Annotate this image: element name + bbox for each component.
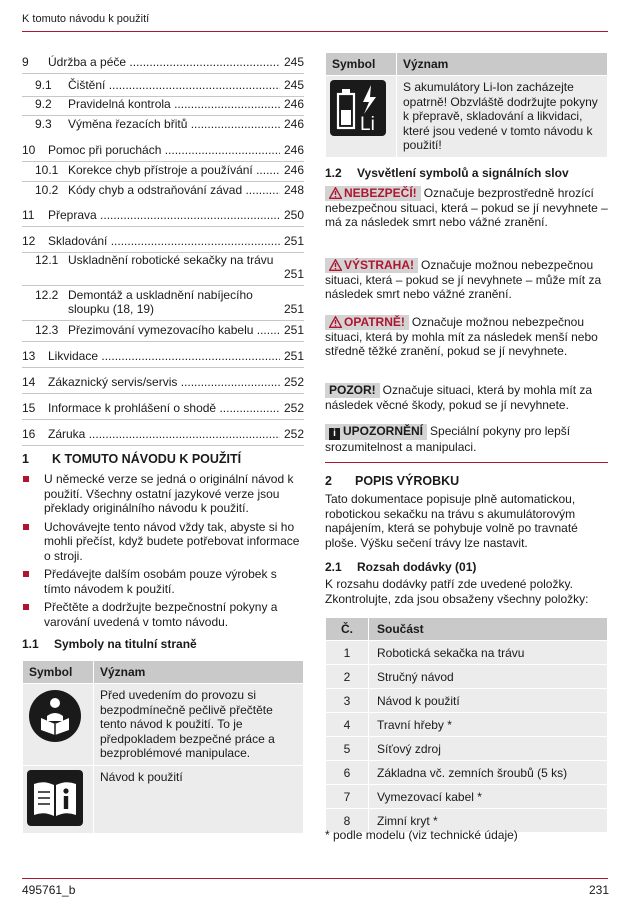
warning-triangle-icon (329, 187, 342, 199)
toc-title: Informace k prohlášení o shodě ..... (48, 401, 280, 415)
toc-title: Přezimování vymezovacího kabelu ..... (68, 323, 280, 337)
signal-word-block (325, 258, 608, 302)
table-row (326, 665, 608, 689)
toc-divider (22, 445, 304, 446)
warning-triangle-icon (329, 316, 342, 328)
symbol-meaning: S akumulátory Li-Ion zacházejte opatrně! Obzvláště dodržujte pokyny k přepravě, skladování a likvidaci, které jsou vedené v tomto návodu k použití! (397, 76, 608, 158)
toc-number: 12.3 (35, 323, 59, 337)
toc-divider (22, 393, 304, 394)
table-row (326, 641, 608, 665)
toc-page: 245 (283, 78, 304, 92)
part-name: Síťový zdroj (369, 737, 608, 761)
toc-number: 11 (22, 208, 35, 222)
list-item: Uchovávejte tento návod vždy tak, abyste si ho mohli přečíst, když budete potřebovat informace o stroji. (22, 520, 304, 564)
signal-tag (325, 424, 427, 440)
toc-number: 15 (22, 401, 36, 415)
toc-title: Skladování ..... (48, 234, 280, 248)
signal-word: VÝSTRAHA! (344, 258, 415, 272)
read-manual-icon (23, 684, 94, 766)
page-header: K tomuto návodu k použití (22, 13, 150, 25)
toc-number: 10.1 (35, 163, 59, 177)
toc-title: Uskladnění robotické sekačky na trávu (68, 253, 274, 267)
col-symbol: Symbol (23, 661, 94, 684)
toc-page: 251 (283, 234, 304, 248)
section-1-heading: 1 K TOMUTO NÁVODU K POUŽITÍ (22, 452, 242, 466)
toc-page: 252 (283, 375, 304, 389)
delivery-scope-table (325, 617, 608, 833)
toc-title: Demontáž a uskladnění nabíjecího sloupku (18, 19) (68, 288, 253, 316)
signal-word-block (325, 186, 608, 230)
toc-number: 10.2 (35, 183, 59, 197)
signal-word: OPATRNĚ! (344, 315, 405, 329)
part-number: 5 (326, 737, 369, 761)
signal-word: POZOR! (329, 383, 376, 397)
toc-divider (22, 115, 304, 116)
section-1-bullets (22, 472, 304, 633)
toc-page: 248 (283, 183, 304, 197)
part-name: Stručný návod (369, 665, 608, 689)
toc-title: Výměna řezacích břitů ..... (68, 117, 280, 131)
toc-page: 251 (283, 349, 304, 363)
col-number: Č. (326, 618, 369, 641)
li-ion-battery-icon (326, 76, 397, 158)
toc-number: 12.2 (35, 288, 59, 302)
toc-number: 10 (22, 143, 36, 157)
section-1-1-heading: 1.1 Symboly na titulní straně (22, 637, 197, 651)
section-2-1-text: K rozsahu dodávky patří zde uvedené položky. Zkontrolujte, zda jsou obsaženy všechny položky: (325, 577, 589, 606)
title-symbols-table (22, 660, 304, 834)
toc-title: Čištění ..... (68, 78, 280, 92)
signal-word-block (325, 424, 608, 455)
toc-title: Pravidelná kontrola ..... (68, 97, 280, 111)
manual-info-icon (23, 765, 94, 834)
table-row (326, 76, 608, 158)
footnote: * podle modelu (viz technické údaje) (325, 828, 518, 842)
table-row (326, 713, 608, 737)
signal-text: Označuje možnou nebezpečnou situaci, která – pokud se jí nevyhnete – může mít za následek smrt nebo vážné zranění. (325, 258, 602, 301)
toc-number: 13 (22, 349, 36, 363)
section-2-1-heading: 2.1 Rozsah dodávky (01) (325, 560, 477, 574)
part-number: 7 (326, 785, 369, 809)
toc-number: 14 (22, 375, 36, 389)
toc-title: Korekce chyb přístroje a používání ..... (68, 163, 280, 177)
toc-title: Záruka ..... (48, 427, 280, 441)
part-name: Návod k použití (369, 689, 608, 713)
toc-title: Likvidace ..... (48, 349, 280, 363)
table-row (326, 737, 608, 761)
toc-divider (22, 73, 304, 74)
signal-tag (325, 186, 421, 201)
toc-number: 9 (22, 55, 29, 69)
part-number: 1 (326, 641, 369, 665)
symbol-meaning: Před uvedením do provozu si bezpodmínečně pečlivě přečtěte tento návod k použití. To je předpokladem bezpečné práce a bezproblémové manipulace. (94, 684, 304, 766)
section-2-text: Tato dokumentace popisuje plně automatickou, robotickou sekačku na trávu s akumulátorovým napájením, která se pohybuje volně po travnaté ploše. Výšku sečení trávy lze nastavit. (325, 492, 578, 550)
signal-word-block (325, 383, 608, 412)
toc-number: 16 (22, 427, 36, 441)
section-rule (325, 462, 608, 463)
signal-word-block (325, 315, 608, 359)
signal-text: Označuje možnou nebezpečnou situaci, která by mohla mít za následek menší nebo středně těžké zranění, pokud se jí nevyhnete. (325, 315, 598, 358)
toc-title: Kódy chyb a odstraňování závad ..... (68, 183, 280, 197)
section-1-2-heading: 1.2 Vysvětlení symbolů a signálních slov (325, 166, 569, 180)
toc-number: 9.1 (35, 78, 52, 92)
part-name: Zimní kryt * (369, 809, 608, 833)
toc-page: 246 (283, 163, 304, 177)
col-symbol: Symbol (326, 53, 397, 76)
toc-divider (22, 226, 304, 227)
footer-rule (22, 878, 608, 879)
section-2-heading: 2 POPIS VÝROBKU (325, 474, 460, 488)
signal-tag (325, 315, 409, 330)
toc-number: 9.2 (35, 97, 52, 111)
toc-number: 12.1 (35, 253, 59, 267)
toc-number: 9.3 (35, 117, 52, 131)
toc-divider (22, 161, 304, 162)
part-number: 2 (326, 665, 369, 689)
part-name: Základna vč. zemních šroubů (5 ks) (369, 761, 608, 785)
svg-text:Li: Li (360, 114, 375, 135)
table-row (326, 785, 608, 809)
toc-divider (22, 367, 304, 368)
warning-triangle-icon (329, 259, 342, 271)
toc-page: 251 (283, 267, 304, 281)
header-rule (22, 31, 608, 32)
toc-page: 252 (283, 401, 304, 415)
toc-page: 246 (283, 97, 304, 111)
toc-divider (22, 320, 304, 321)
toc-page: 245 (283, 55, 304, 69)
part-number: 8 (326, 809, 369, 833)
battery-symbol-table (325, 52, 608, 158)
table-row (23, 765, 304, 834)
symbol-meaning: Návod k použití (94, 765, 304, 834)
toc-title: Údržba a péče ..... (48, 55, 280, 69)
col-meaning: Význam (94, 661, 304, 684)
info-icon: i (329, 428, 340, 440)
toc-page: 250 (283, 208, 304, 222)
signal-tag (325, 383, 380, 398)
signal-word: NEBEZPEČÍ! (344, 186, 417, 200)
toc-page: 252 (283, 427, 304, 441)
part-name: Robotická sekačka na trávu (369, 641, 608, 665)
doc-id: 495761_b (22, 883, 76, 897)
toc-number: 12 (22, 234, 36, 248)
table-row (326, 689, 608, 713)
toc-divider (22, 285, 304, 286)
table-row (23, 684, 304, 766)
list-item: Přečtěte a dodržujte bezpečnostní pokyny a varování uvedená v tomto návodu. (22, 600, 304, 629)
list-item: U německé verze se jedná o originální návod k použití. Všechny ostatní jazykové verze jsou překlady originálního návodu k použití. (22, 472, 304, 516)
signal-tag (325, 258, 418, 273)
toc-divider (22, 181, 304, 182)
col-part: Součást (369, 618, 608, 641)
signal-text: Označuje situaci, která by mohla mít za následek věcné škody, pokud se jí nevyhnete. (325, 383, 593, 412)
page-number: 231 (588, 883, 609, 897)
part-name: Travní hřeby * (369, 713, 608, 737)
table-row (326, 761, 608, 785)
list-item: Předávejte dalším osobám pouze výrobek s tímto návodem k použití. (22, 567, 304, 596)
part-number: 4 (326, 713, 369, 737)
col-meaning: Význam (397, 53, 608, 76)
toc-page: 251 (283, 323, 304, 337)
toc-title: Zákaznický servis/servis ..... (48, 375, 280, 389)
part-number: 6 (326, 761, 369, 785)
part-name: Vymezovací kabel * (369, 785, 608, 809)
signal-word: UPOZORNĚNÍ (343, 424, 424, 438)
toc-page: 246 (283, 117, 304, 131)
toc-page: 251 (283, 302, 304, 316)
toc-title: Pomoc při poruchách ..... (48, 143, 280, 157)
signal-text: Speciální pokyny pro lepší srozumitelnost a manipulaci. (325, 424, 571, 454)
toc-divider (22, 419, 304, 420)
toc-title: Přeprava ..... (48, 208, 280, 222)
signal-text: Označuje bezprostředně hrozící nebezpečnou situaci, která – pokud se jí nevyhnete – má za následek smrt nebo vážné zranění. (325, 186, 608, 229)
toc-page: 246 (283, 143, 304, 157)
toc-divider (22, 341, 304, 342)
part-number: 3 (326, 689, 369, 713)
